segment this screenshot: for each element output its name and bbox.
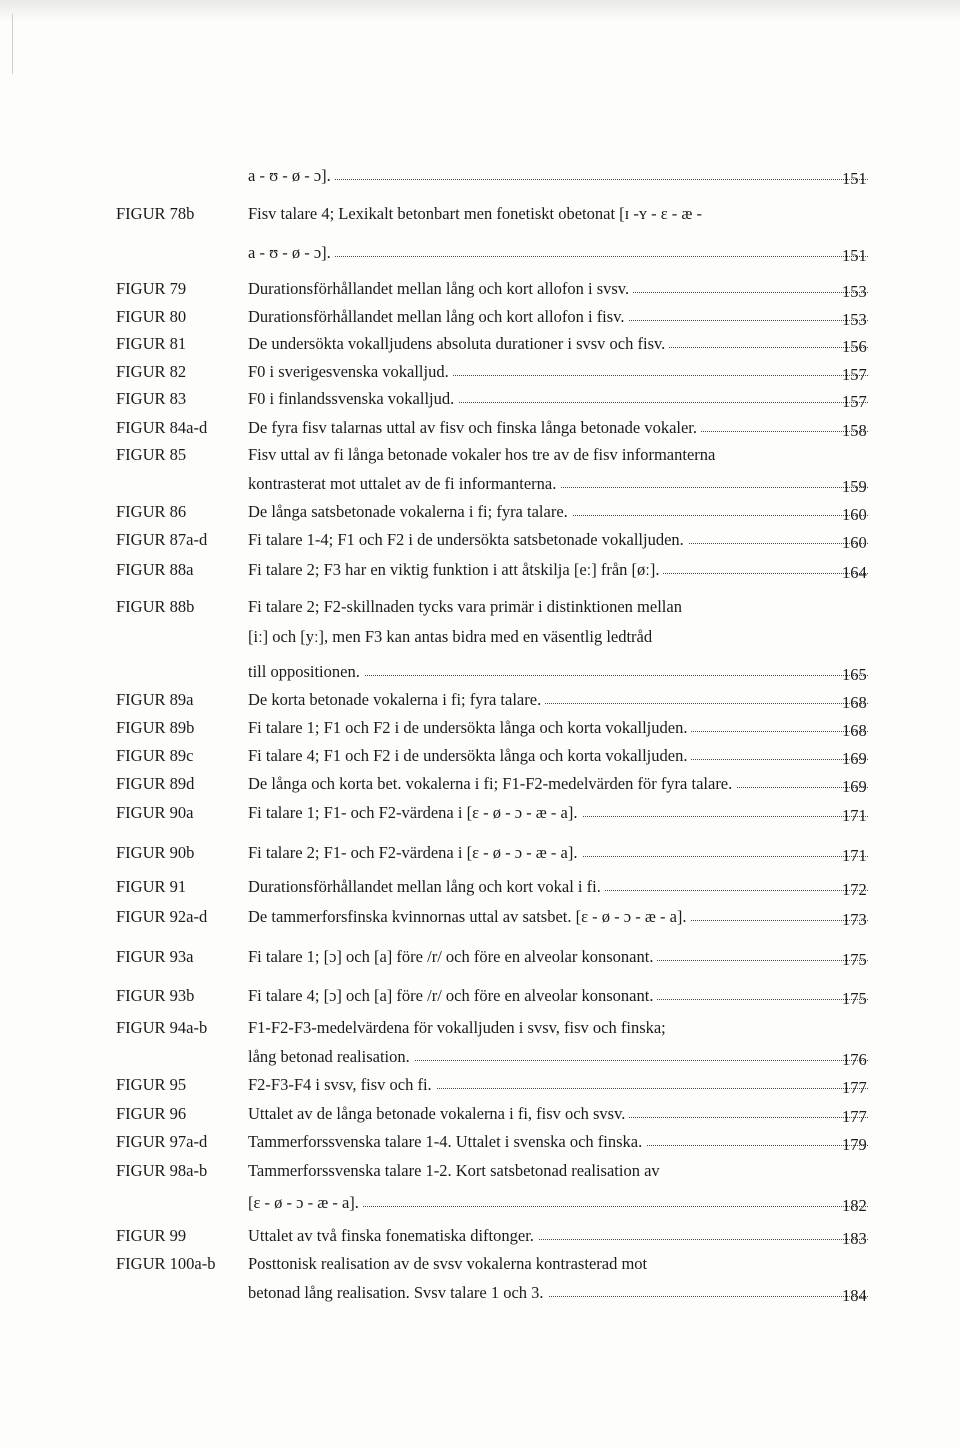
figure-caption bbox=[248, 307, 868, 327]
page-number: 175 bbox=[842, 989, 867, 1008]
figure-caption bbox=[248, 627, 868, 647]
page-number: 165 bbox=[842, 665, 867, 684]
figure-caption bbox=[248, 1226, 868, 1246]
figure-caption bbox=[248, 502, 868, 522]
figure-caption bbox=[248, 1047, 868, 1067]
page-number: 171 bbox=[842, 846, 867, 865]
figure-label: FIGUR 90b bbox=[116, 843, 195, 862]
figure-label: FIGUR 89a bbox=[116, 690, 194, 709]
page-number: 160 bbox=[842, 505, 867, 524]
figure-caption-text: a - ʊ - ø - ɔ]. bbox=[248, 166, 335, 185]
figure-caption-text: Durationsförhållandet mellan lång och kort vokal i fi. bbox=[248, 877, 605, 896]
figure-caption bbox=[248, 389, 868, 409]
figure-label: FIGUR 87a-d bbox=[116, 530, 208, 549]
page-number: 182 bbox=[842, 1196, 867, 1215]
page-number: 179 bbox=[842, 1135, 867, 1154]
figure-caption bbox=[248, 774, 868, 794]
page-number: 183 bbox=[842, 1229, 867, 1248]
figure-caption bbox=[248, 1283, 868, 1303]
figure-caption-text: a - ʊ - ø - ɔ]. bbox=[248, 243, 335, 262]
page-number: 177 bbox=[842, 1107, 867, 1126]
scan-left-edge bbox=[12, 14, 13, 74]
figure-caption bbox=[248, 1018, 868, 1038]
page-number: 159 bbox=[842, 477, 867, 496]
figure-label: FIGUR 89b bbox=[116, 718, 195, 737]
figure-caption-text: De undersökta vokalljudens absoluta durationer i svsv och fisv. bbox=[248, 334, 669, 353]
figure-label: FIGUR 86 bbox=[116, 502, 187, 521]
figure-caption bbox=[248, 1161, 868, 1181]
page-number: 176 bbox=[842, 1050, 867, 1069]
scan-top-edge bbox=[0, 0, 960, 22]
figure-caption bbox=[248, 662, 868, 682]
figure-caption-text: Posttonisk realisation av de svsv vokalerna kontrasterad mot bbox=[248, 1254, 651, 1273]
figure-caption bbox=[248, 243, 868, 263]
figure-label: FIGUR 88a bbox=[116, 560, 194, 579]
figure-caption bbox=[248, 803, 868, 823]
figure-label: FIGUR 92a-d bbox=[116, 907, 208, 926]
figure-caption-text: Tammerforssvenska talare 1-2. Kort satsbetonad realisation av bbox=[248, 1161, 664, 1180]
figure-caption bbox=[248, 1193, 868, 1213]
figure-label: FIGUR 85 bbox=[116, 445, 187, 464]
figure-caption-text: Fi talare 1; F1- och F2-värdena i [ɛ - ø - ɔ - æ - a]. bbox=[248, 803, 582, 822]
figure-caption-text: Fi talare 1; [ɔ] och [a] före /r/ och före en alveolar konsonant. bbox=[248, 947, 657, 966]
figure-caption bbox=[248, 1132, 868, 1152]
page-number: 168 bbox=[842, 721, 867, 740]
figure-caption-text: Fi talare 1; F1 och F2 i de undersökta långa och korta vokalljuden. bbox=[248, 718, 691, 737]
figure-caption bbox=[248, 947, 868, 967]
figure-caption bbox=[248, 445, 868, 465]
figure-label: FIGUR 95 bbox=[116, 1075, 187, 1094]
figure-caption-text: Durationsförhållandet mellan lång och kort allofon i fisv. bbox=[248, 307, 629, 326]
page-number: 153 bbox=[842, 282, 867, 301]
figure-caption bbox=[248, 530, 868, 550]
figure-label: FIGUR 96 bbox=[116, 1104, 187, 1123]
figure-caption bbox=[248, 877, 868, 897]
figure-caption-text: De tammerforsfinska kvinnornas uttal av satsbet. [ɛ - ø - ɔ - æ - a]. bbox=[248, 907, 691, 926]
figure-caption-text: Fi talare 2; F1- och F2-värdena i [ɛ - ø - ɔ - æ - a]. bbox=[248, 843, 582, 862]
figure-caption bbox=[248, 560, 868, 580]
figure-caption-text: till oppositionen. bbox=[248, 662, 364, 681]
figure-caption-text: F0 i sverigesvenska vokalljud. bbox=[248, 362, 453, 381]
page-number: 158 bbox=[842, 421, 867, 440]
figure-caption-text: Fi talare 1-4; F1 och F2 i de undersökta satsbetonade vokalljuden. bbox=[248, 530, 688, 549]
page-number: 157 bbox=[842, 365, 867, 384]
figure-caption bbox=[248, 362, 868, 382]
figure-caption-text: Uttalet av de långa betonade vokalerna i fi, fisv och svsv. bbox=[248, 1104, 629, 1123]
figure-caption bbox=[248, 166, 868, 186]
figure-label: FIGUR 89c bbox=[116, 746, 194, 765]
figure-label: FIGUR 100a-b bbox=[116, 1254, 216, 1273]
page-number: 175 bbox=[842, 950, 867, 969]
figure-label: FIGUR 90a bbox=[116, 803, 194, 822]
page-number: 184 bbox=[842, 1286, 867, 1305]
figure-label: FIGUR 84a-d bbox=[116, 418, 208, 437]
figure-caption-text: Fi talare 2; F2-skillnaden tycks vara primär i distinktionen mellan bbox=[248, 597, 686, 616]
figure-caption-text: De långa och korta bet. vokalerna i fi; F1-F2-medelvärden för fyra talare. bbox=[248, 774, 736, 793]
figure-caption-text: Fisv talare 4; Lexikalt betonbart men fonetiskt obetonat [ɪ -ʏ - ɛ - æ - bbox=[248, 204, 706, 223]
figure-caption-text: De korta betonade vokalerna i fi; fyra talare. bbox=[248, 690, 545, 709]
figure-caption bbox=[248, 986, 868, 1006]
page-number: 164 bbox=[842, 563, 867, 582]
figure-caption bbox=[248, 418, 868, 438]
figure-label: FIGUR 93b bbox=[116, 986, 195, 1005]
figure-label: FIGUR 89d bbox=[116, 774, 195, 793]
figure-label: FIGUR 94a-b bbox=[116, 1018, 208, 1037]
figure-label: FIGUR 88b bbox=[116, 597, 195, 616]
page-number: 151 bbox=[842, 169, 867, 188]
figure-label: FIGUR 83 bbox=[116, 389, 187, 408]
figure-label: FIGUR 99 bbox=[116, 1226, 187, 1245]
figure-caption-text: kontrasterat mot uttalet av de fi informanterna. bbox=[248, 474, 560, 493]
page-number: 171 bbox=[842, 806, 867, 825]
figure-caption-text: De långa satsbetonade vokalerna i fi; fyra talare. bbox=[248, 502, 572, 521]
page-number: 157 bbox=[842, 392, 867, 411]
figure-label: FIGUR 91 bbox=[116, 877, 187, 896]
page-number: 177 bbox=[842, 1078, 867, 1097]
figure-caption bbox=[248, 690, 868, 710]
figure-label: FIGUR 93a bbox=[116, 947, 194, 966]
figure-caption bbox=[248, 474, 868, 494]
page-number: 168 bbox=[842, 693, 867, 712]
figure-label: FIGUR 81 bbox=[116, 334, 187, 353]
page-number: 160 bbox=[842, 533, 867, 552]
figure-caption-text: Fisv uttal av fi långa betonade vokaler hos tre av de fisv informanterna bbox=[248, 445, 719, 464]
figure-caption-text: betonad lång realisation. Svsv talare 1 och 3. bbox=[248, 1283, 548, 1302]
page-number: 151 bbox=[842, 246, 867, 265]
figure-caption-text: [iː] och [yː], men F3 kan antas bidra med en väsentlig ledtråd bbox=[248, 627, 656, 646]
figure-caption-text: De fyra fisv talarnas uttal av fisv och finska långa betonade vokaler. bbox=[248, 418, 701, 437]
figure-caption bbox=[248, 597, 868, 617]
figure-caption-text: Fi talare 4; [ɔ] och [a] före /r/ och före en alveolar konsonant. bbox=[248, 986, 657, 1005]
figure-label: FIGUR 80 bbox=[116, 307, 187, 326]
page-number: 156 bbox=[842, 337, 867, 356]
figure-caption-text: Fi talare 2; F3 har en viktig funktion i att åtskilja [eː] från [øː]. bbox=[248, 560, 663, 579]
page-number: 153 bbox=[842, 310, 867, 329]
figure-caption bbox=[248, 718, 868, 738]
figure-caption-text: Fi talare 4; F1 och F2 i de undersökta långa och korta vokalljuden. bbox=[248, 746, 691, 765]
figure-caption bbox=[248, 843, 868, 863]
figure-caption-text: lång betonad realisation. bbox=[248, 1047, 414, 1066]
figure-label: FIGUR 82 bbox=[116, 362, 187, 381]
figure-caption bbox=[248, 746, 868, 766]
page-number: 169 bbox=[842, 749, 867, 768]
page-number: 169 bbox=[842, 777, 867, 796]
figure-caption-text: [ɛ - ø - ɔ - æ - a]. bbox=[248, 1193, 363, 1212]
figure-caption bbox=[248, 204, 868, 224]
figure-caption-text: Durationsförhållandet mellan lång och kort allofon i svsv. bbox=[248, 279, 633, 298]
figure-caption bbox=[248, 907, 868, 927]
figure-caption-text: Tammerforssvenska talare 1-4. Uttalet i svenska och finska. bbox=[248, 1132, 646, 1151]
figure-caption-text: F0 i finlandssvenska vokalljud. bbox=[248, 389, 458, 408]
figure-caption-text: F2-F3-F4 i svsv, fisv och fi. bbox=[248, 1075, 436, 1094]
figure-caption-text: F1-F2-F3-medelvärdena för vokalljuden i svsv, fisv och finska; bbox=[248, 1018, 670, 1037]
figure-caption-text: Uttalet av två finska fonematiska diftonger. bbox=[248, 1226, 538, 1245]
figure-label: FIGUR 97a-d bbox=[116, 1132, 208, 1151]
figure-caption bbox=[248, 1075, 868, 1095]
figure-label: FIGUR 98a-b bbox=[116, 1161, 208, 1180]
figure-caption bbox=[248, 1104, 868, 1124]
figure-caption bbox=[248, 334, 868, 354]
page-number: 173 bbox=[842, 910, 867, 929]
figure-label: FIGUR 78b bbox=[116, 204, 195, 223]
figure-caption bbox=[248, 279, 868, 299]
figure-caption bbox=[248, 1254, 868, 1274]
page-number: 172 bbox=[842, 880, 867, 899]
figure-label: FIGUR 79 bbox=[116, 279, 187, 298]
